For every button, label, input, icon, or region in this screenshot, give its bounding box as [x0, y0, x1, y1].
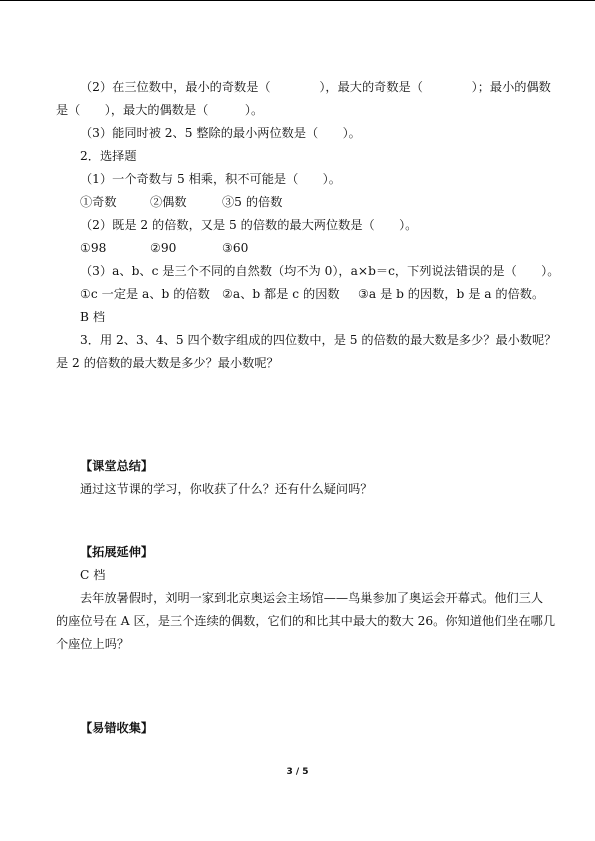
extension-paragraph-line1: 去年放暑假时，刘明一家到北京奥运会主场馆——鸟巢参加了奥运会开幕式。他们三人 [80, 591, 544, 605]
extension-paragraph-line2: 的座位号在 A 区，是三个连续的偶数，它们的和比其中最大的数大 26。你知道他们坐在哪几 [56, 614, 556, 628]
choice-heading: 2．选择题 [80, 149, 137, 163]
summary-text: 通过这节课的学习，你收获了什么？还有什么疑问吗？ [80, 482, 373, 496]
choice-3-option-b: ②a、b 都是 c 的因数 [222, 287, 340, 301]
extension-heading: 【拓展延伸】 [80, 545, 154, 559]
q3b-line2: 是 2 的倍数的最大数是多少？最小数呢？ [56, 356, 279, 370]
choice-1-question: （1）一个奇数与 5 相乘，积不可能是（ ）。 [80, 172, 341, 186]
choice-3-question: （3）a、b、c 是三个不同的自然数（均不为 0），a×b＝c，下列说法错误的是（ ）。 [80, 264, 560, 278]
q3b-line1: 3．用 2、3、4、5 四个数字组成的四位数中，是 5 的倍数的最大数是多少？最小数呢？ [80, 333, 557, 347]
choice-1-option-a: ①奇数 [80, 195, 117, 209]
choice-2-option-a: ①98 [80, 241, 107, 255]
choice-3-option-c: ③a 是 b 的因数，b 是 a 的倍数。 [358, 287, 545, 301]
mistakes-heading: 【易错收集】 [80, 721, 154, 735]
choice-1-option-c: ③5 的倍数 [222, 195, 283, 209]
q2-line2: 是（ ），最大的偶数是（ ）。 [56, 103, 264, 117]
page-top-border [0, 0, 595, 1]
level-b-label: B 档 [80, 310, 106, 324]
q3-text: （3）能同时被 2、5 整除的最小两位数是（ ）。 [80, 126, 361, 140]
level-c-label: C 档 [80, 568, 106, 582]
choice-2-question: （2）既是 2 的倍数，又是 5 的倍数的最大两位数是（ ）。 [80, 218, 418, 232]
page-number: 3 / 5 [286, 767, 309, 777]
extension-paragraph-line3: 个座位上吗？ [56, 637, 130, 651]
q2-line1: （2）在三位数中，最小的奇数是（ ），最大的奇数是（ ）；最小的偶数 [80, 80, 551, 94]
choice-3-option-a: ①c 一定是 a、b 的倍数 [80, 287, 210, 301]
summary-heading: 【课堂总结】 [80, 459, 154, 473]
choice-2-option-c: ③60 [222, 241, 249, 255]
choice-2-option-b: ②90 [150, 241, 177, 255]
choice-1-option-b: ②偶数 [150, 195, 187, 209]
